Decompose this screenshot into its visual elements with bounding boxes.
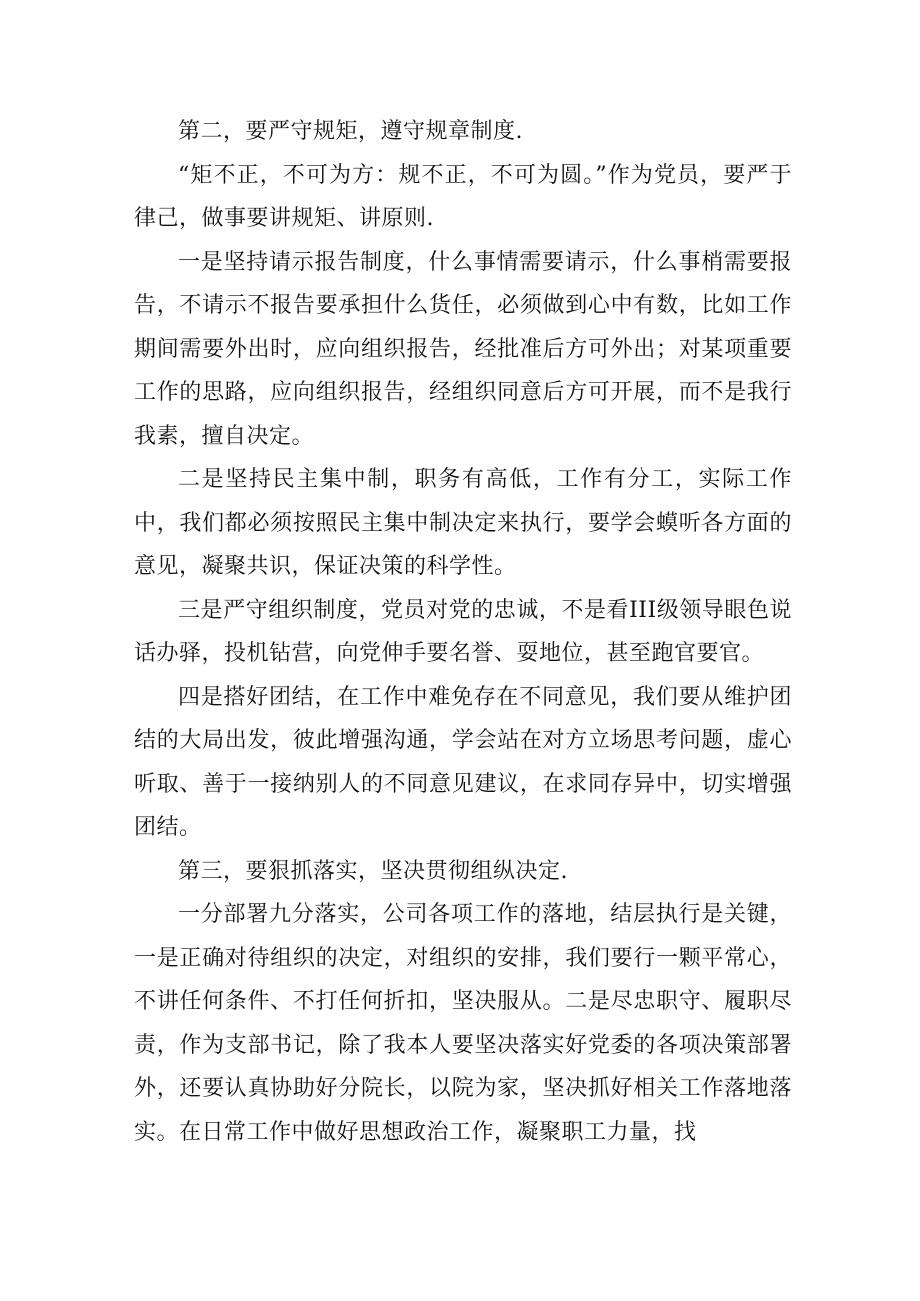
paragraph-heading-second: 第二，要严守规矩，遵守规章制度. [178,119,523,144]
paragraph-heading-third: 第三，要狠抓落实，坚决贯彻组纵决定. [178,858,568,884]
paragraph-unity: 四是搭好团结，在工作中难免存在不同意见，我们要从维护团结的大局出发，彼此增强沟通，学会站在对方立场思考问题，虚心听取、善于一接纳别人的不同意见建议，在求同存异中，切实增强团结。 [134,684,792,840]
paragraph-quote: “矩不正，不可为方：规不正，不可为圆。”作为党员，要严于律己，做事要讲规矩、讲原则. [134,162,792,231]
paragraph-democratic-centralism: 二是坚持民主集中制，职务有高低，工作有分工，实际工作中，我们都必须按照民主集中制决定来执行，要学会蟆听各方面的意见，凝聚共识，保证决策的科学性。 [134,467,792,579]
paragraph-organization-system: 三是严守组织制度，党员对党的忠诚，不是看III级领导眼色说话办驿，投机钻营，向党伸手要名誉、耍地位，甚至跑官要官。 [134,597,792,666]
paragraph-reporting-system: 一是坚持请示报告制度，什么事情需要请示，什么事梢需要报告，不请示不报告要承担什么货任，必须做到心中有数，比如工作期间需要外出时，应向组织报告，经批准后方可外出；对某项重要工作的思路，应向组织报告，经组织同意后方可开展，而不是我行我素，擅自决定。 [134,249,792,449]
paragraph-implementation: 一分部署九分落实，公司各项工作的落地，结层执行是关键，一是正确对待组织的决定，对组织的安排，我们要行一颗平常心，不讲任何条件、不打任何折扣，坚决服从。二是尽忠职守、履职尽责，作为支部书记，除了我本人要坚决落实好党委的各项决策部署外，还要认真协助好分院长，以院为家，坚决抓好相关工作落地落实。在日常工作中做好思想政治工作，凝聚职工力量，找 [134,902,792,1145]
document-body [134,110,792,1154]
